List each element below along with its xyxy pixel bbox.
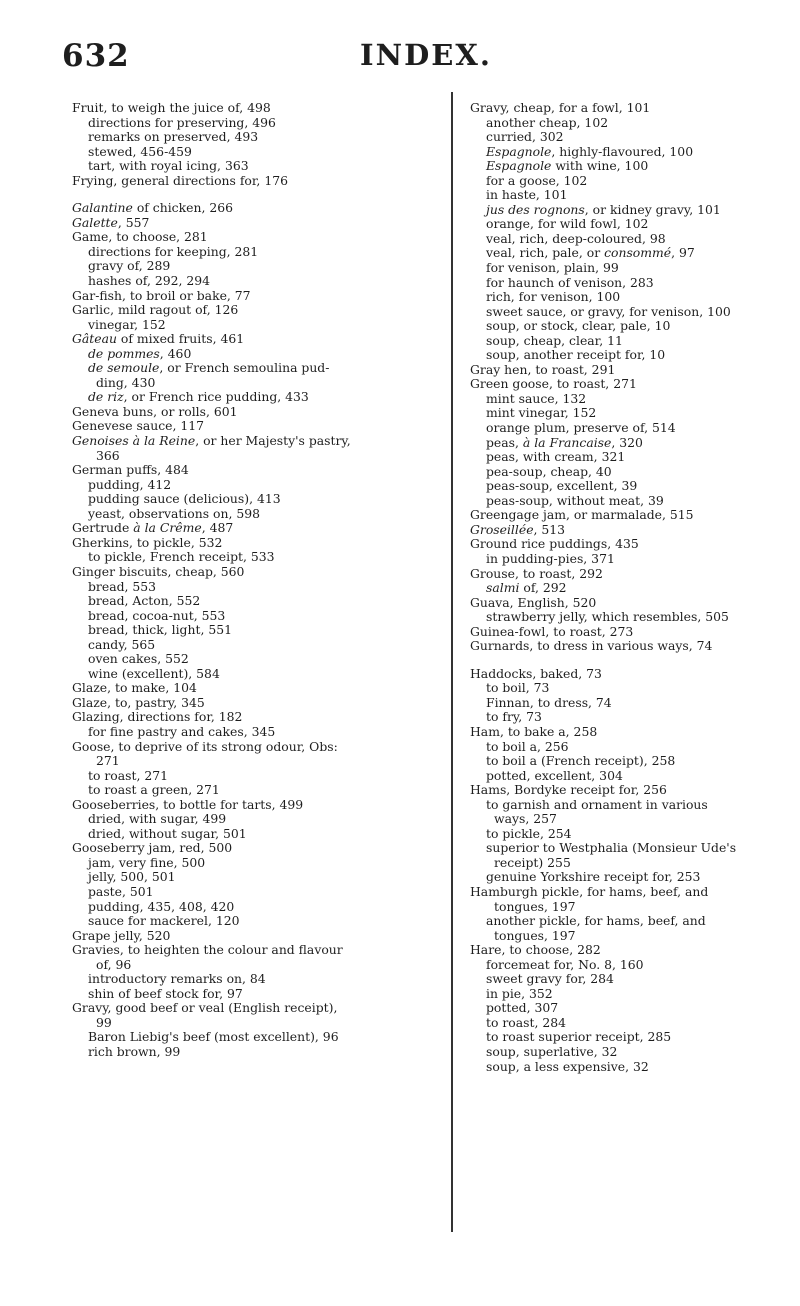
index-entry: introductory remarks on, 84 [88, 971, 266, 987]
index-entry: jam, very fine, 500 [88, 854, 206, 870]
index-entry: Garlic, mild ragout of, 126 [72, 302, 239, 318]
index-entry: potted, 307 [486, 1000, 559, 1016]
index-entry: for venison, plain, 99 [486, 260, 619, 276]
index-entry: Gurnards, to dress in various ways, 74 [470, 638, 713, 654]
index-entry: bread, 553 [88, 578, 157, 594]
index-entry: Glaze, to make, 104 [72, 680, 197, 696]
index-entry: mint vinegar, 152 [486, 405, 597, 421]
index-entry: peas, with cream, 321 [486, 449, 626, 465]
index-entry: Groseillée, 513 [470, 521, 566, 537]
index-entry: Guinea-fowl, to roast, 273 [470, 623, 634, 639]
page-title: INDEX. [360, 38, 492, 72]
index-entry: Gâteau of mixed fruits, 461 [72, 331, 245, 347]
index-entry: receipt) 255 [494, 854, 571, 870]
index-entry: Gravy, cheap, for a fowl, 101 [470, 100, 651, 115]
index-entry: of, 96 [96, 956, 132, 972]
index-entry: Haddocks, baked, 73 [470, 665, 602, 681]
index-entry: Ground rice puddings, 435 [470, 536, 639, 552]
index-entry: Galette, 557 [72, 214, 150, 230]
index-entry: bread, thick, light, 551 [88, 622, 232, 638]
index-entry: mint sauce, 132 [486, 390, 587, 406]
index-entry: Gooseberries, to bottle for tarts, 499 [72, 796, 304, 812]
index-entry: in haste, 101 [486, 187, 568, 203]
index-entry: German puffs, 484 [72, 462, 189, 478]
index-entry: Ginger biscuits, cheap, 560 [72, 563, 245, 579]
index-entry: remarks on preserved, 493 [88, 129, 259, 145]
index-entry: in pie, 352 [486, 985, 553, 1001]
index-entry: Hams, Bordyke receipt for, 256 [470, 782, 667, 798]
index-entry: sweet gravy for, 284 [486, 971, 614, 987]
column-divider [451, 92, 453, 1232]
index-entry: superior to Westphalia (Monsieur Ude's [486, 840, 737, 856]
index-entry: to pickle, 254 [486, 825, 572, 841]
page-number: 632 [62, 38, 130, 74]
index-entry: to roast, 271 [88, 767, 169, 783]
index-entry: to garnish and ornament in various [486, 796, 708, 812]
index-entry: Green goose, to roast, 271 [470, 376, 637, 392]
index-entry: peas, à la Francaise, 320 [486, 434, 643, 450]
index-entry: Frying, general directions for, 176 [72, 172, 288, 188]
index-entry: peas-soup, excellent, 39 [486, 478, 638, 494]
index-entry: Gherkins, to pickle, 532 [72, 534, 223, 550]
index-entry: pea-soup, cheap, 40 [486, 463, 612, 479]
index-entry: salmi of, 292 [486, 580, 567, 596]
index-entry: Baron Liebig's beef (most excellent), 96 [88, 1029, 339, 1045]
index-entry: Genoises à la Reine, or her Majesty's pastry, [72, 433, 351, 449]
index-entry: potted, excellent, 304 [486, 767, 623, 783]
index-entry: Gertrude à la Crême, 487 [72, 520, 234, 536]
index-entry: veal, rich, pale, or consommé, 97 [486, 245, 695, 261]
index-entry: to pickle, French receipt, 533 [88, 549, 275, 565]
index-entry: rich, for venison, 100 [486, 289, 621, 305]
index-entry: strawberry jelly, which resembles, 505 [486, 609, 729, 625]
index-entry: tongues, 197 [494, 927, 576, 943]
index-entry: pudding, 435, 408, 420 [88, 898, 235, 914]
index-entry: sauce for mackerel, 120 [88, 913, 240, 929]
index-entry: to roast a green, 271 [88, 782, 220, 798]
index-entry: Gar-fish, to broil or bake, 77 [72, 287, 251, 303]
index-entry: soup, cheap, clear, 11 [486, 332, 623, 348]
index-entry: Genevese sauce, 117 [72, 418, 205, 434]
index-entry: Greengage jam, or marmalade, 515 [470, 507, 694, 523]
index-entry: dried, without sugar, 501 [88, 825, 247, 841]
index-entry: Fruit, to weigh the juice of, 498 [72, 100, 271, 115]
index-entry: to fry, 73 [486, 709, 542, 725]
index-entry: soup, superlative, 32 [486, 1044, 618, 1059]
index-entry: Finnan, to dress, 74 [486, 694, 612, 710]
index-entry: forcemeat for, No. 8, 160 [486, 956, 644, 972]
index-entry: Geneva buns, or rolls, 601 [72, 403, 238, 419]
index-entry: Goose, to deprive of its strong odour, Obs: [72, 738, 338, 754]
index-entry: candy, 565 [88, 636, 156, 652]
index-entry: for fine pastry and cakes, 345 [88, 723, 276, 739]
index-entry: in pudding-pies, 371 [486, 550, 615, 566]
index-entry: Galantine of chicken, 266 [72, 200, 233, 216]
index-entry: pudding, 412 [88, 476, 172, 492]
index-entry: wine (excellent), 584 [88, 665, 220, 681]
index-entry: oven cakes, 552 [88, 651, 189, 667]
index-entry: soup, or stock, clear, pale, 10 [486, 318, 671, 334]
index-entry: hashes of, 292, 294 [88, 273, 210, 289]
index-entry: bread, Acton, 552 [88, 593, 201, 609]
index-entry: to boil, 73 [486, 680, 550, 696]
index-entry: yeast, observations on, 598 [88, 505, 260, 521]
index-entry: to roast, 284 [486, 1014, 567, 1030]
index-entry: orange, for wild fowl, 102 [486, 216, 649, 232]
index-entry: to boil a (French receipt), 258 [486, 753, 676, 769]
index-entry: sweet sauce, or gravy, for venison, 100 [486, 303, 731, 319]
index-entry: Gravy, good beef or veal (English receipt), [72, 1000, 338, 1016]
index-entry: genuine Yorkshire receipt for, 253 [486, 869, 701, 885]
index-entry: Espagnole with wine, 100 [486, 158, 649, 174]
index-entry: Gooseberry jam, red, 500 [72, 840, 233, 856]
index-entry: de semoule, or French semoulina pud- [88, 360, 330, 376]
index-entry: to boil a, 256 [486, 738, 569, 754]
index-entry: Glazing, directions for, 182 [72, 709, 243, 725]
index-entry: jus des rognons, or kidney gravy, 101 [486, 201, 721, 217]
index-column-right [470, 101, 785, 1074]
index-entry: soup, a less expensive, 32 [486, 1058, 649, 1074]
index-entry: directions for preserving, 496 [88, 114, 276, 130]
index-entry: Game, to choose, 281 [72, 229, 208, 245]
index-entry: pudding sauce (delicious), 413 [88, 491, 281, 507]
index-entry: another pickle, for hams, beef, and [486, 913, 706, 929]
index-entry: 99 [96, 1014, 112, 1030]
index-entry: ding, 430 [96, 374, 156, 390]
index-entry: 271 [96, 753, 120, 769]
index-entry: de riz, or French rice pudding, 433 [88, 389, 309, 405]
index-entry: bread, cocoa-nut, 553 [88, 607, 226, 623]
index-entry: dried, with sugar, 499 [88, 811, 227, 827]
index-entry: Grouse, to roast, 292 [470, 565, 603, 581]
index-entry: Espagnole, highly-flavoured, 100 [486, 143, 694, 159]
index-entry: ways, 257 [494, 811, 557, 827]
index-entry: Hamburgh pickle, for hams, beef, and [470, 883, 709, 899]
index-entry: tart, with royal icing, 363 [88, 158, 249, 174]
index-entry: shin of beef stock for, 97 [88, 985, 243, 1001]
index-entry: Ham, to bake a, 258 [470, 723, 598, 739]
index-entry: Guava, English, 520 [470, 594, 597, 610]
index-entry: for haunch of venison, 283 [486, 274, 654, 290]
index-entry: gravy of, 289 [88, 258, 171, 274]
index-entry: vinegar, 152 [88, 316, 166, 332]
index-entry: veal, rich, deep-coloured, 98 [486, 230, 666, 246]
index-entry: stewed, 456-459 [88, 143, 192, 159]
index-entry: peas-soup, without meat, 39 [486, 492, 664, 508]
index-entry: Glaze, to, pastry, 345 [72, 694, 205, 710]
index-entry: for a goose, 102 [486, 172, 588, 188]
index-entry: orange plum, preserve of, 514 [486, 420, 676, 436]
index-entry: tongues, 197 [494, 898, 576, 914]
index-entry: Gravies, to heighten the colour and flavour [72, 942, 343, 958]
index-entry: another cheap, 102 [486, 114, 609, 130]
index-entry: Gray hen, to roast, 291 [470, 361, 616, 377]
index-entry: rich brown, 99 [88, 1044, 181, 1059]
index-entry: Grape jelly, 520 [72, 927, 171, 943]
index-entry: Hare, to choose, 282 [470, 942, 601, 958]
index-entry: 366 [96, 447, 120, 463]
index-entry: directions for keeping, 281 [88, 243, 259, 259]
index-entry: soup, another receipt for, 10 [486, 347, 666, 363]
index-entry: to roast superior receipt, 285 [486, 1029, 672, 1045]
index-column-left [72, 101, 424, 1060]
index-entry: paste, 501 [88, 883, 154, 899]
index-entry: curried, 302 [486, 129, 564, 145]
index-entry: jelly, 500, 501 [88, 869, 176, 885]
index-entry: de pommes, 460 [88, 345, 192, 361]
